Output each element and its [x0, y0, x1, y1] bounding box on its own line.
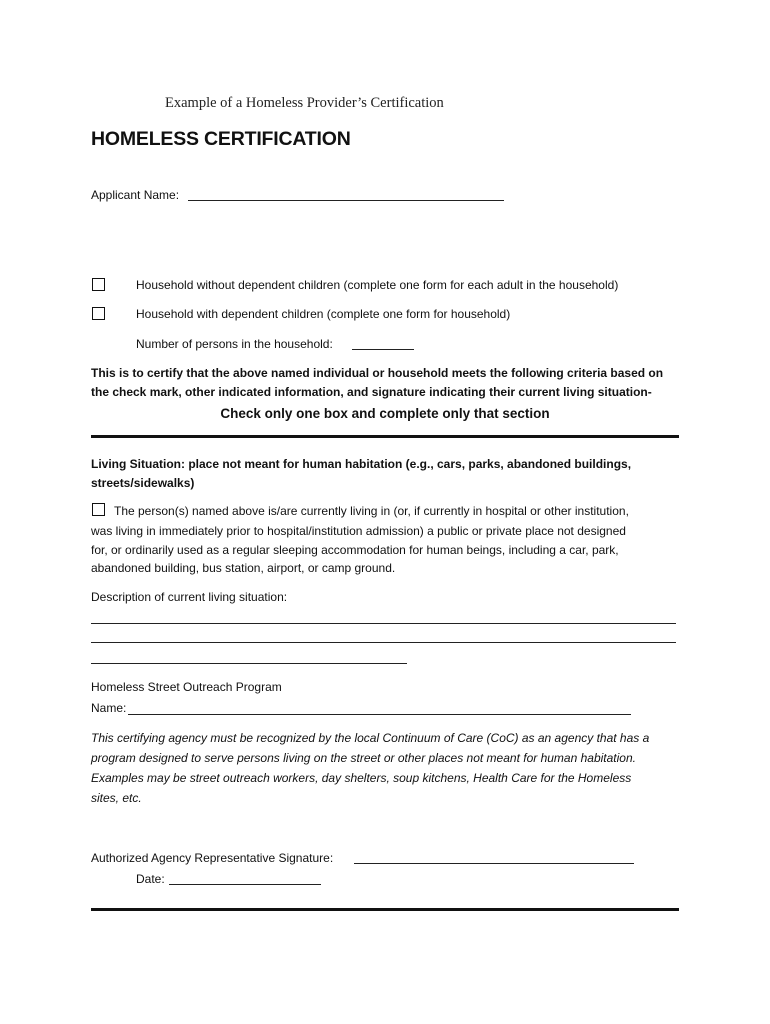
- instruction-text: Check only one box and complete only that section: [220, 406, 550, 421]
- agency-note-line-3: Examples may be street outreach workers, day shelters, soup kitchens, Health Care for the Homeless: [91, 771, 632, 785]
- agency-note-line-4: sites, etc.: [91, 791, 142, 805]
- household-with-children-label: Household with dependent children (complete one form for household): [136, 307, 511, 321]
- living-situation-statement-line-4: abandoned building, bus station, airport, or camp ground.: [91, 561, 396, 575]
- living-situation-statement-line-2: was living in immediately prior to hospital/institution admission) a public or private place not designed: [91, 524, 626, 538]
- applicant-name-label: Applicant Name:: [91, 188, 180, 202]
- signature-field[interactable]: [354, 863, 634, 864]
- living-situation-heading-line-1: Living Situation: place not meant for human habitation (e.g., cars, parks, abandoned buildings,: [91, 457, 632, 471]
- document-caption: Example of a Homeless Provider’s Certification: [165, 95, 444, 111]
- household-with-children-checkbox[interactable]: [92, 307, 105, 320]
- persons-count-label: Number of persons in the household:: [136, 337, 333, 351]
- description-field-line-2[interactable]: [91, 642, 676, 643]
- section-divider-top: [91, 435, 679, 438]
- signature-label: Authorized Agency Representative Signature:: [91, 851, 334, 865]
- living-situation-statement-line-3: for, or ordinarily used as a regular sleeping accommodation for human beings, including a car, park,: [91, 543, 619, 557]
- certify-text-line-1: This is to certify that the above named individual or household meets the following criteria based on: [91, 366, 664, 380]
- date-field[interactable]: [169, 884, 321, 885]
- description-field-line-1[interactable]: [91, 623, 676, 624]
- living-situation-checkbox[interactable]: [92, 503, 105, 516]
- agency-note-line-1: This certifying agency must be recognized by the local Continuum of Care (CoC) as an agency that has a: [91, 731, 650, 745]
- outreach-name-label: Name:: [91, 701, 127, 715]
- household-without-children-label: Household without dependent children (complete one form for each adult in the household): [136, 278, 619, 292]
- certify-text-line-2: the check mark, other indicated information, and signature indicating their current living situation-: [91, 385, 652, 399]
- description-label: Description of current living situation:: [91, 590, 288, 604]
- household-without-children-checkbox[interactable]: [92, 278, 105, 291]
- agency-note-line-2: program designed to serve persons living on the street or other places not meant for human habitation.: [91, 751, 636, 765]
- persons-count-field[interactable]: [352, 349, 414, 350]
- description-field-line-3[interactable]: [91, 663, 407, 664]
- date-label: Date:: [136, 872, 165, 886]
- applicant-name-field[interactable]: [188, 200, 504, 201]
- outreach-name-field[interactable]: [128, 714, 631, 715]
- living-situation-statement-line-1: The person(s) named above is/are currently living in (or, if currently in hospital or other institution,: [114, 504, 629, 518]
- section-divider-bottom: [91, 908, 679, 911]
- living-situation-heading-line-2: streets/sidewalks): [91, 476, 195, 490]
- outreach-program-label: Homeless Street Outreach Program: [91, 680, 282, 694]
- page-title: HOMELESS CERTIFICATION: [91, 128, 351, 150]
